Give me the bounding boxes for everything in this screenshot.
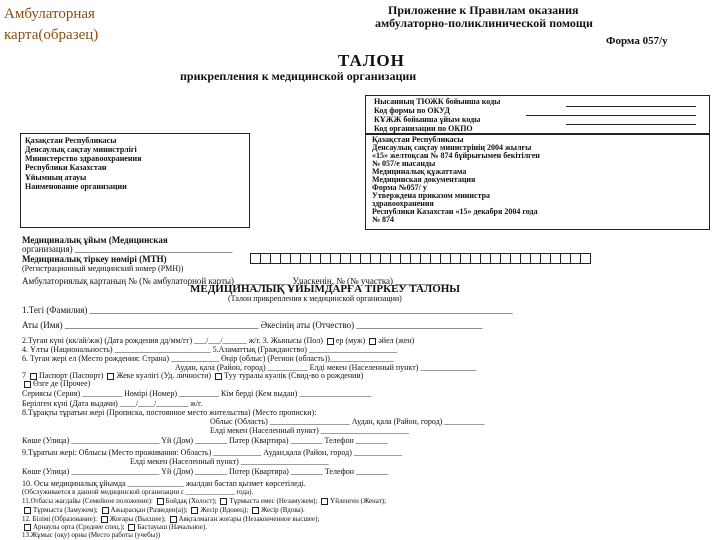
other-doc-label: Өзге де (Прочее) — [33, 379, 91, 388]
header-appendix: Приложение к Правилам оказания — [388, 3, 579, 17]
male-label: ер (муж) — [335, 336, 366, 345]
education-option-label: Аяқталмаған жоғары (Незаконченное высшее); — [178, 515, 320, 524]
birth-cert-checkbox[interactable] — [215, 373, 222, 380]
marital-option-checkbox[interactable] — [252, 507, 259, 514]
residence-street-field[interactable]: Көше (Улица) ______________________ Үй (Дом) ________ Потер (Квартира) ________ Телефон ________ — [22, 467, 389, 476]
slide-title-line-1: Амбулаторная — [4, 6, 95, 22]
ministry-line: Денсаулық сақтау министрлігі — [25, 145, 137, 154]
marital-option-label: Бойдақ (Холост); — [165, 497, 217, 506]
marital-status-row-2 — [22, 507, 305, 514]
section-title: МЕДИЦИНАЛЫҚ ҰЙЫМДАРҒА ТІРКЕУ ТАЛОНЫ — [190, 283, 461, 295]
marital-option-label: Үйленген (Женат); — [330, 497, 387, 506]
birth-date-text: 2.Туған күні (кк/ай/жж) (Дата рождения дд/мм/гг) ___/___/______ ж/г. 3. Жынысы (Пол) — [22, 336, 323, 345]
name-field[interactable]: Аты (Имя) ___________________________________________ Әкесінің аты (Отчество) ____________________________ — [22, 320, 483, 330]
talon-subtitle: прикрепления к медицинской организации — [180, 69, 417, 83]
header-appendix-2: амбулаторно-поликлинической помощи — [375, 16, 593, 30]
education-option-checkbox[interactable] — [24, 524, 31, 531]
marital-option-label: Тұрмыста (Замужем); — [33, 506, 98, 515]
id-card-label: Жеке куәлігі (Уд. личности) — [116, 371, 212, 380]
service-start-subtext: (Обслуживается в данной медицинской организации с ______________ года). — [22, 488, 254, 496]
approval-line: Медицинская документация — [372, 175, 476, 184]
approval-line: № 874 — [372, 215, 395, 224]
education-option-checkbox[interactable] — [128, 524, 135, 531]
ministry-box — [20, 133, 250, 228]
approval-line: Республики Казахстан «15» декабря 2004 года — [372, 207, 538, 216]
female-label: әйел (жен) — [378, 336, 415, 345]
codes-box — [365, 95, 710, 135]
rmn-sublabel: (Регистрационный медицинский номер (РМН)) — [22, 264, 184, 273]
doc-series-field[interactable]: Сериясы (Серия) __________ Нөмірі (Номер) __________ Кім берді (Кем выдан) __________________ — [22, 389, 372, 398]
marital-option-checkbox[interactable] — [24, 507, 31, 514]
doc-date-field[interactable]: Берілген күні (Дата выдачи) ____/____/________ ж/г. — [22, 399, 203, 408]
code-line: Код формы по ОКУД — [374, 106, 450, 115]
approval-line: № 057/е нысанды — [372, 159, 436, 168]
passport-label: Паспорт (Паспорт) — [39, 371, 104, 380]
code-line: Нысанның ТЮЖК бойынша коды — [374, 97, 501, 106]
ministry-line: Қазақстан Республикасы — [25, 136, 117, 145]
approval-line: Форма №057/ у — [372, 183, 427, 192]
rmn-cells[interactable] — [250, 253, 590, 264]
residence-field[interactable]: 9.Тұратын жері: Облысы (Место проживания: Область) ____________ Аудан,қала (Район, город) ____________ — [22, 448, 402, 457]
education-row — [22, 516, 319, 523]
med-org-field[interactable]: организация) ___________________________________ — [22, 244, 233, 254]
doc-type-num: 7 — [22, 371, 26, 380]
education-option-label: Арнаулы орта (Среднее спец.); — [33, 523, 125, 532]
female-checkbox[interactable] — [369, 338, 376, 345]
ministry-line: Министерство здравоохранения — [25, 154, 142, 163]
code-line: КҰЖЖ бойынша ұйым коды — [374, 115, 481, 124]
other-doc-row — [22, 380, 90, 388]
male-checkbox[interactable] — [327, 338, 334, 345]
section-subtitle: (Талон прикрепления к медицинской организации) — [228, 294, 402, 303]
registration-street-field[interactable]: Көше (Улица) ______________________ Үй (Дом) ________ Пәтер (Квартира) ________ Телефон ________ — [22, 436, 388, 445]
birthplace-field[interactable]: 6. Туған жері ел (Место рождения: Страна) ____________ Өңір (облыс) (Регион (область))________________ — [22, 354, 394, 363]
marital-status-label: 11.Отбасы жағдайы (Семейное положение): — [22, 497, 153, 506]
ministry-line: Республики Казахстан — [25, 163, 107, 172]
approval-line: Медициналық құжаттама — [372, 167, 467, 176]
marital-option-label: Жесір (Вдовец); — [200, 506, 249, 515]
talon-title: ТАЛОН — [338, 51, 405, 70]
amb-card-line[interactable]: Амбулаториялық картаның № (№ амбулаторной карты) ____________ Учаскенің, № (№ участка) ____________ — [22, 276, 450, 286]
code-fill-line — [566, 124, 696, 125]
approval-line: «15» желтоқсан № 874 бұйрығымен бекітілген — [372, 151, 540, 160]
registration-locality-field[interactable]: Елді мекен (Населенный пункт) ______________________ — [210, 426, 409, 435]
birth-date-field[interactable] — [22, 337, 414, 345]
marital-status-row — [22, 498, 386, 505]
approval-line: Денсаулық сақтау министрінің 2004 жылғы — [372, 143, 532, 152]
service-start-field[interactable]: 10. Осы медициналық ұйымда ______________ жылдан бастап қызмет көрсетіледі. — [22, 479, 306, 488]
marital-option-checkbox[interactable] — [321, 498, 328, 505]
other-doc-checkbox[interactable] — [24, 381, 31, 388]
surname-field[interactable]: 1.Тегі (Фамилия) ______________________________________________________________________________________________ — [22, 305, 513, 315]
slide-title-line-2: карта(образец) — [4, 27, 99, 43]
marital-option-label: Тұрмыста емес (Незамужем); — [229, 497, 318, 506]
workplace-field[interactable]: 13.Жұмыс (оқу) орны (Место работы (учебы)) — [22, 531, 161, 539]
marital-option-checkbox[interactable] — [157, 498, 164, 505]
id-card-checkbox[interactable] — [107, 373, 114, 380]
registration-address-label: 8.Тұрақты тұратын жері (Прописка, постоянное место жительства) (Место прописки): — [22, 408, 317, 417]
education-option-label: Жоғары (Высшее); — [109, 515, 166, 524]
slide-title — [4, 4, 98, 46]
nationality-field[interactable]: 4. Ұлты (Национальность) ________________________ 5.Азаматтық (Гражданство) ______________________ — [22, 345, 397, 354]
registration-region-field[interactable]: Облыс (Область) ____________________ Аудан, қала (Район, город) __________ — [210, 417, 485, 426]
birthplace-district-field[interactable]: Аудан, қала (Район, город) __________ Елді мекен (Населенный пункт) ______________ — [175, 363, 477, 372]
med-org-label: Медициналық ұйым (Медицинская — [22, 235, 168, 245]
education-option-label: Бастауыш (Начальное). — [137, 523, 207, 532]
residence-locality-field[interactable]: Елді мекен (Населенный пункт) ______________________ — [130, 457, 329, 466]
code-fill-line — [566, 106, 696, 107]
approval-line: Қазақстан Республикасы — [372, 135, 464, 144]
code-fill-line — [526, 115, 696, 116]
education-label: 12. Білімі (Образование): — [22, 515, 98, 524]
rmn-label: Медициналық тіркеу нөмірі (МТН) — [22, 254, 167, 264]
org-name-label: Наименование организации — [25, 182, 127, 191]
marital-option-checkbox[interactable] — [102, 507, 109, 514]
approval-line: здравоохранения — [372, 199, 434, 208]
code-line: Код организации по ОКПО — [374, 124, 473, 133]
education-option-checkbox[interactable] — [170, 516, 177, 523]
birth-cert-label: Туу туралы куәлік (Свид-во о рождении) — [224, 371, 364, 380]
marital-option-checkbox[interactable] — [220, 498, 227, 505]
marital-option-checkbox[interactable] — [191, 507, 198, 514]
approval-line: Утверждена приказом министра — [372, 191, 491, 200]
approval-box — [365, 133, 710, 230]
org-name-label: Ұйымның атауы — [25, 173, 87, 182]
marital-option-label: Ажырасқан (Разведен(а)); — [110, 506, 188, 515]
marital-option-label: Жесір (Вдова). — [260, 506, 305, 515]
education-option-checkbox[interactable] — [101, 516, 108, 523]
form-number: Форма 057/у — [606, 35, 668, 47]
